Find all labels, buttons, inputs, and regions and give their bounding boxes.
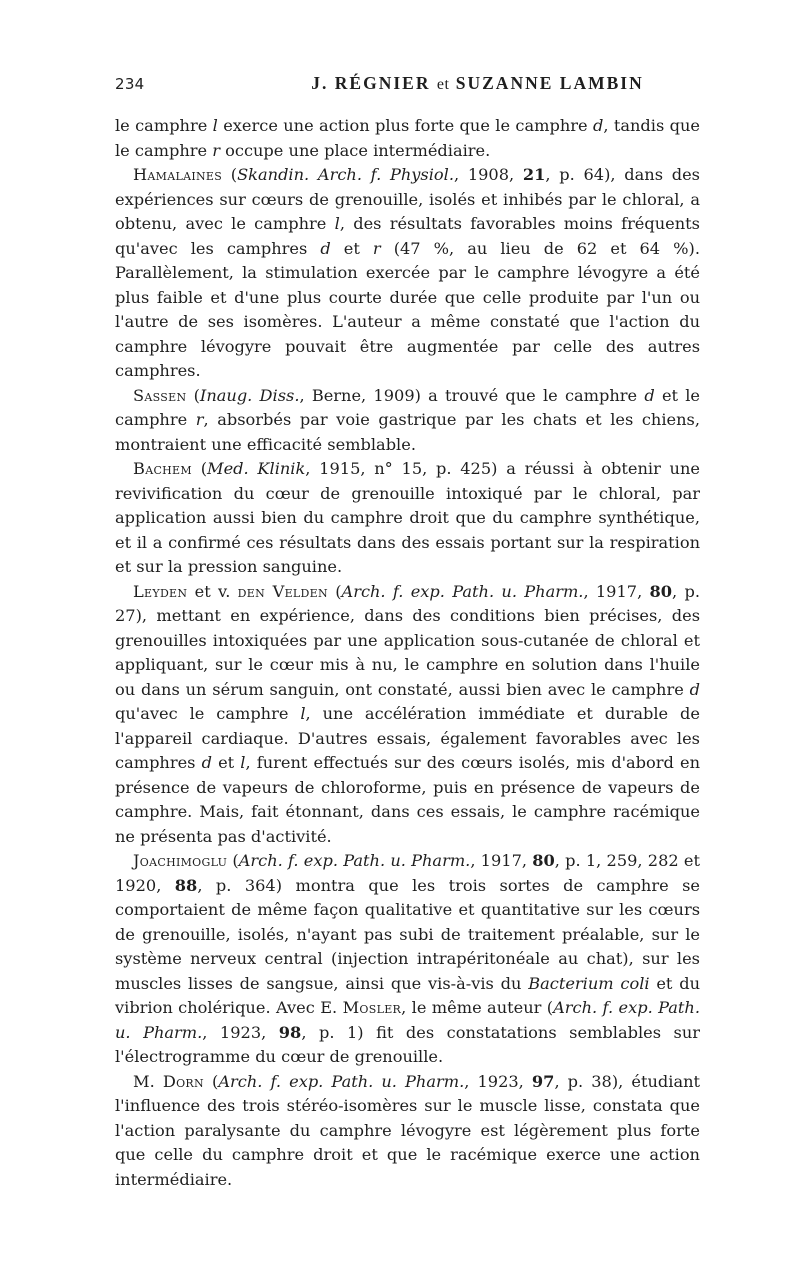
body-text xyxy=(115,114,700,1192)
author-name: den Velden xyxy=(237,581,328,601)
volume-number: 80 xyxy=(649,581,673,601)
journal-citation: Inaug. Diss. xyxy=(199,385,300,405)
volume-number: 80 xyxy=(532,851,555,870)
running-header xyxy=(115,75,700,99)
paragraph-leyden: Leyden et v. den Velden (Arch. f. exp. Path. u. Pharm., 1917, 80, p. 27), mettant en expérience, dans des conditions bien précises, des grenouilles intoxiquées par une application sous-cutanée de chloral et appliquant, sur le cœur mis à nu, le camphre en solution dans l'huile ou dans un sérum sanguin, ont constaté, aussi bien avec le camphre d qu'avec le camphre l, une accélération immédiate et durable de l'appareil cardiaque. D'autres essais, également favorables avec les camphres d et l, furent effectués sur des cœurs isolés, mis d'abord en présence de vapeurs de chloroforme, puis en présence de vapeurs de camphre. Mais, fait étonnant, dans ces essais, le camphre racémique ne présenta pas d'activité. xyxy=(115,581,700,846)
page-number: 234 xyxy=(115,75,145,93)
author-name: Hamalaines xyxy=(133,165,223,184)
species-name: Bacterium coli xyxy=(528,973,650,993)
running-title xyxy=(255,73,700,94)
volume-number: 97 xyxy=(531,1071,555,1091)
journal-citation: Arch. f. exp. Path. u. Pharm. xyxy=(238,851,471,870)
volume-number: 21 xyxy=(522,165,546,184)
paragraph-hamalaines: Hamalaines (Skandin. Arch. f. Physiol., 1908, 21, p. 64), dans des expériences sur cœurs de grenouille, isolés et inhibés par le chloral, a obtenu, avec le camphre l, des résultats favorables moins fréquents qu'avec les camphres d et r (47 %, au lieu de 62 et 64 %). Parallèlement, la stimulation exercée par le camphre lévogyre a été plus faible et d'une plus courte durée que celle produite par l'un ou l'autre de ses isomères. L'auteur a même constaté que l'action du camphre lévogyre pouvait être augmentée par celle des autres camphres. xyxy=(115,165,700,380)
paragraph-dorn: M. Dorn (Arch. f. exp. Path. u. Pharm., 1923, 97, p. 38), étudiant l'influence des trois stéréo-isomères sur le muscle lisse, constata que l'action paralysante du camphre lévogyre est légèrement plus forte que celle du camphre droit et que le racémique exerce une action intermédiaire. xyxy=(115,1071,701,1189)
author-first: J. RÉGNIER xyxy=(311,73,431,93)
author-name: Leyden xyxy=(133,581,188,601)
author-name: Dorn xyxy=(162,1071,204,1091)
author-conjunction: et xyxy=(436,76,450,93)
author-second: SUZANNE LAMBIN xyxy=(455,73,644,93)
volume-number: 98 xyxy=(278,1022,302,1042)
journal-citation: Med. Klinik xyxy=(207,459,306,478)
paragraph-joachimoglu: Joachimoglu (Arch. f. exp. Path. u. Pharm., 1917, 80, p. 1, 259, 282 et 1920, 88, p. 364) montra que les trois sortes de camphre se comportaient de même façon qualitative et quantitative sur les cœurs de grenouille, isolés, n'ayant pas subi de traitement préalable, sur le système nerveux central (injection intrapéritonéale au chat), sur les muscles lisses de sangsue, ainsi que vis-à-vis du Bacterium coli et du vibrion cholérique. Avec E. Mosler, le même auteur (Arch. f. exp. Path. u. Pharm., 1923, 98, p. 1) fit des constatations semblables sur l'électrogramme du cœur de grenouille. xyxy=(115,851,701,1066)
journal-citation: Skandin. Arch. f. Physiol. xyxy=(237,165,454,184)
journal-citation: Arch. f. exp. Path. u. Pharm. xyxy=(218,1071,465,1091)
author-name: Bachem xyxy=(133,459,192,478)
author-name: Joachimoglu xyxy=(133,851,228,870)
paragraph-bachem: Bachem (Med. Klinik, 1915, n° 15, p. 425) a réussi à obtenir une revivification du cœur de grenouille intoxiqué par le chloral, par application aussi bien du camphre droit que du camphre synthétique, et il a confirmé ces résultats dans des essais portant sur la respiration et sur la pression sanguine. xyxy=(115,459,700,576)
author-name: Sassen xyxy=(133,385,187,405)
journal-citation: Arch. f. exp. Path. u. Pharm. xyxy=(341,581,584,601)
journal-citation: Arch. f. exp. Path. u. Pharm. xyxy=(115,998,701,1042)
author-name: Mosler xyxy=(342,998,402,1017)
paragraph-sassen: Sassen (Inaug. Diss., Berne, 1909) a trouvé que le camphre d et le camphre r, absorbés par voie gastrique par les chats et les chiens, montraient une efficacité semblable. xyxy=(115,385,700,454)
paragraph-continuation: le camphre l exerce une action plus forte que le camphre d, tandis que le camphre r occupe une place intermédiaire. xyxy=(115,116,700,160)
volume-number: 88 xyxy=(174,875,198,895)
